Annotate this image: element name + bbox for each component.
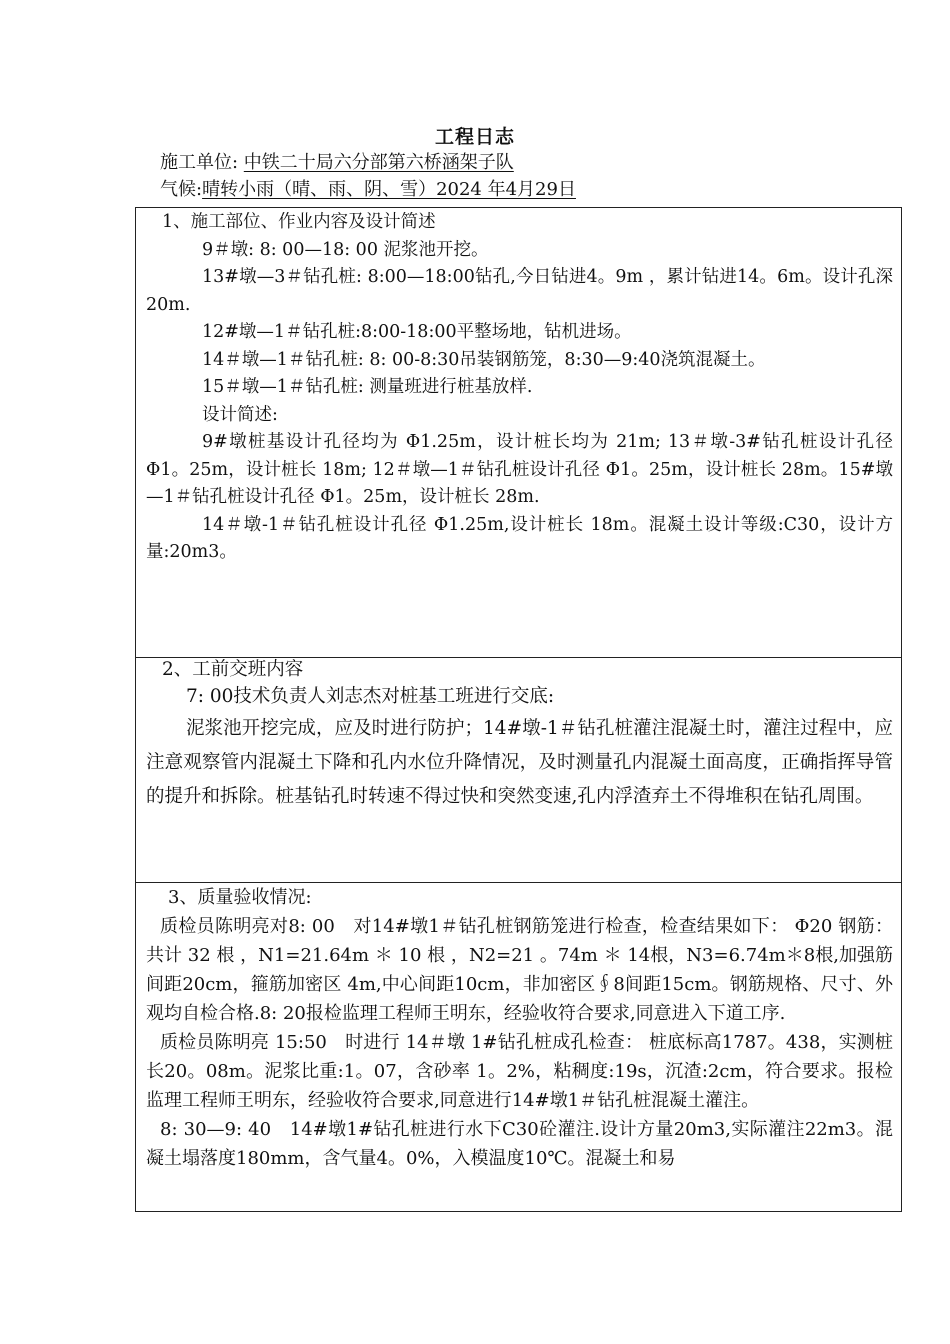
section1-item-pier13: 13#墩—3＃钻孔桩: 8:00—18:00钻孔,今日钻进4。9m ，累计钻进14。6m。设计孔深20m. xyxy=(146,267,893,315)
weather-date-line xyxy=(160,178,576,202)
section1-design-text-2: 14＃墩-1＃钻孔桩设计孔径 Φ1.25m,设计桩长 18m。混凝土设计等级:C30，设计方量:20m3。 xyxy=(146,514,893,562)
weather-date-value: 晴转小雨（晴、雨、阴、雪）2024 年4月29日 xyxy=(202,179,576,200)
document-title: 工程日志 xyxy=(434,126,515,148)
section1-item-pier15: 15＃墩—1＃钻孔桩: 测量班进行桩基放样. xyxy=(202,377,533,397)
section3-heading: 3、质量验收情况: xyxy=(168,887,312,908)
section1-heading: 1、施工部位、作业内容及设计简述 xyxy=(162,212,436,232)
section3-rebar-inspection: 质检员陈明亮对8: 00 对14#墩1＃钻孔桩钢筋笼进行检查，检查结果如下： Φ20 钢筋： 共计 32 根 ，N1=21.64m ＊ 10 根 ，N2=21 。74m ＊ 14根，N3=6.74m＊8根,加强筋间距20cm，箍筋加密区 4m,中心间距10cm，非加密区∮8间距15cm。钢筋规格、尺寸、外观均自检合格.8: 20报检监理工程师王明东，经验收符合要求,同意进入下道工序. xyxy=(146,916,893,1024)
section2-heading: 2、工前交班内容 xyxy=(162,659,304,680)
construction-unit-value: 中铁二十局六分部第六桥涵架子队 xyxy=(243,152,514,173)
construction-unit-label: 施工单位: xyxy=(160,152,244,173)
section2-briefing-text: 泥浆池开挖完成，应及时进行防护；14#墩-1＃钻孔桩灌注混凝土时，灌注过程中，应注意观察管内混凝土下降和孔内水位升降情况，及时测量孔内混凝土面高度，正确指挥导管的提升和拆除。桩基钻孔时转速不得过快和突然变速,孔内浮渣弃土不得堆积在钻孔周围。 xyxy=(146,718,893,807)
section1-design-text: 9#墩桩基设计孔径均为 Φ1.25m，设计桩长均为 21m; 13＃墩-3#钻孔桩设计孔径 Φ1。25m，设计桩长 18m; 12＃墩—1＃钻孔桩设计孔径 Φ1。25m，设计桩长 28m。15#墩—1＃钻孔桩设计孔径 Φ1。25m，设计桩长 28m. xyxy=(146,432,893,507)
section1-item-pier12: 12#墩—1＃钻孔桩:8:00-18:00平整场地，钻机进场。 xyxy=(202,322,632,342)
section1-item-pier9: 9＃墩: 8: 00—18: 00 泥浆池开挖。 xyxy=(202,239,489,260)
weather-label: 气候: xyxy=(160,179,203,200)
section3-hole-inspection: 质检员陈明亮 15:50 时进行 14＃墩 1#钻孔桩成孔检查： 桩底标高1787。438，实测桩长20。08m。泥浆比重:1。07，含砂率 1。2%，粘稠度:19s，沉渣:2cm，符合要求。报检监理工程师王明东，经验收符合要求,同意进行14#墩1＃钻孔桩混凝土灌注。 xyxy=(146,1032,893,1111)
section2-briefing-line: 7: 00技术负责人刘志杰对桩基工班进行交底: xyxy=(186,686,555,707)
section-work-content xyxy=(135,207,902,657)
section1-item-pier14: 14＃墩—1＃钻孔桩: 8: 00-8:30吊装钢筋笼，8:30—9:40浇筑混凝土。 xyxy=(202,349,766,370)
section3-concrete-pouring: 8: 30—9: 40 14#墩1#钻孔桩进行水下C30砼灌注.设计方量20m3,实际灌注22m3。混凝土塌落度180mm，含气量4。0%，入模温度10℃。混凝土和易 xyxy=(146,1119,893,1169)
section1-design-label: 设计简述: xyxy=(202,404,278,425)
section-shift-handover xyxy=(135,657,902,882)
construction-unit-line xyxy=(160,151,514,175)
section-quality-acceptance xyxy=(135,882,902,1212)
